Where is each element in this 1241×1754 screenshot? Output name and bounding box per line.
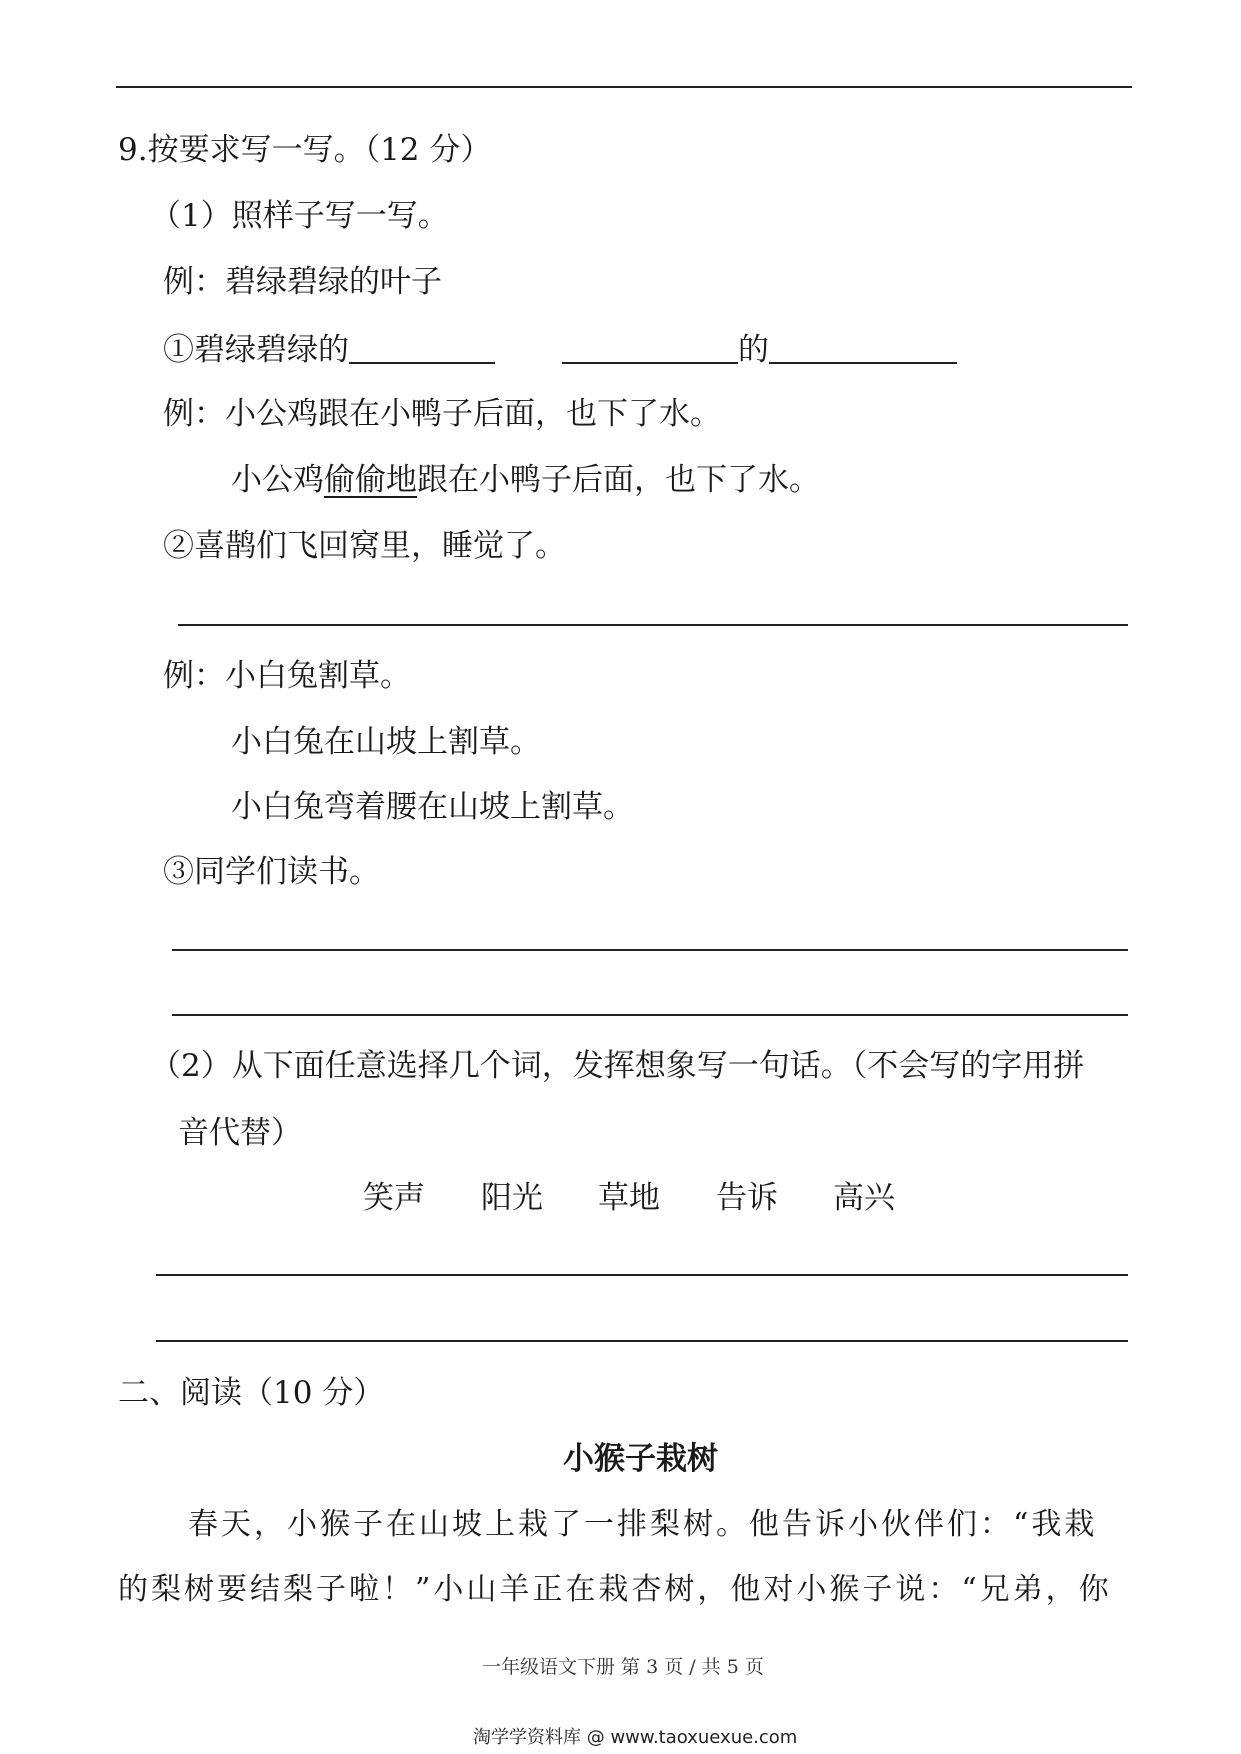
- part1-label: （1）照样子写一写。: [150, 198, 449, 234]
- section-heading: 二、阅读（10 分）: [118, 1375, 385, 1411]
- word-4: 告诉: [716, 1180, 778, 1216]
- example-3-line1: 例：小白兔割草。: [163, 658, 411, 694]
- word-5: 高兴: [833, 1180, 895, 1216]
- answer-line-4[interactable]: [156, 1274, 1128, 1276]
- answer-line-5[interactable]: [156, 1340, 1128, 1342]
- blank-2[interactable]: [562, 328, 738, 364]
- page-footer: 一年级语文下册 第 3 页 / 共 5 页: [482, 1656, 764, 1678]
- item-1: [163, 328, 495, 370]
- top-divider: [116, 86, 1132, 88]
- example-2-underlined: 偷偷地: [324, 462, 417, 498]
- example-2-line2: [231, 460, 820, 500]
- item-3: ③同学们读书。: [163, 854, 380, 890]
- word-3: 草地: [598, 1180, 660, 1216]
- example-2-line1: 例：小公鸡跟在小鸭子后面，也下了水。: [163, 396, 721, 432]
- passage-title: 小猴子栽树: [563, 1441, 718, 1477]
- item-1-mid: 的: [738, 332, 769, 368]
- example-2-post: 跟在小鸭子后面，也下了水。: [417, 462, 820, 498]
- example-3-line2: 小白兔在山坡上割草。: [231, 724, 541, 760]
- answer-line-3[interactable]: [172, 1014, 1128, 1016]
- answer-line-1[interactable]: [178, 624, 1128, 626]
- example-3-line3: 小白兔弯着腰在山坡上割草。: [231, 789, 634, 825]
- item-1-prefix: ①碧绿碧绿的: [163, 332, 349, 368]
- question-title: 9.按要求写一写。（12 分）: [118, 132, 492, 168]
- part2-label-line2: 音代替）: [178, 1115, 302, 1151]
- answer-line-2[interactable]: [172, 949, 1128, 951]
- watermark: 淘学学资料库 @ www.taoxuexue.com: [473, 1727, 798, 1748]
- item-1-second: [562, 328, 957, 370]
- blank-3[interactable]: [769, 328, 957, 364]
- passage-line-2: 的梨树要结梨子啦！”小山羊正在栽杏树，他对小猴子说：“兄弟，你: [118, 1572, 1112, 1607]
- example-2-pre: 小公鸡: [231, 462, 324, 498]
- word-2: 阳光: [481, 1180, 543, 1216]
- item-2: ②喜鹊们飞回窝里，睡觉了。: [163, 528, 566, 564]
- word-1: 笑声: [363, 1180, 425, 1216]
- passage-line-1: 春天，小猴子在山坡上栽了一排梨树。他告诉小伙伴们：“我栽: [188, 1507, 1098, 1542]
- blank-1[interactable]: [349, 328, 495, 364]
- example-1: 例：碧绿碧绿的叶子: [163, 264, 442, 300]
- part2-label-line1: （2）从下面任意选择几个词，发挥想象写一句话。（不会写的字用拼: [150, 1048, 1085, 1084]
